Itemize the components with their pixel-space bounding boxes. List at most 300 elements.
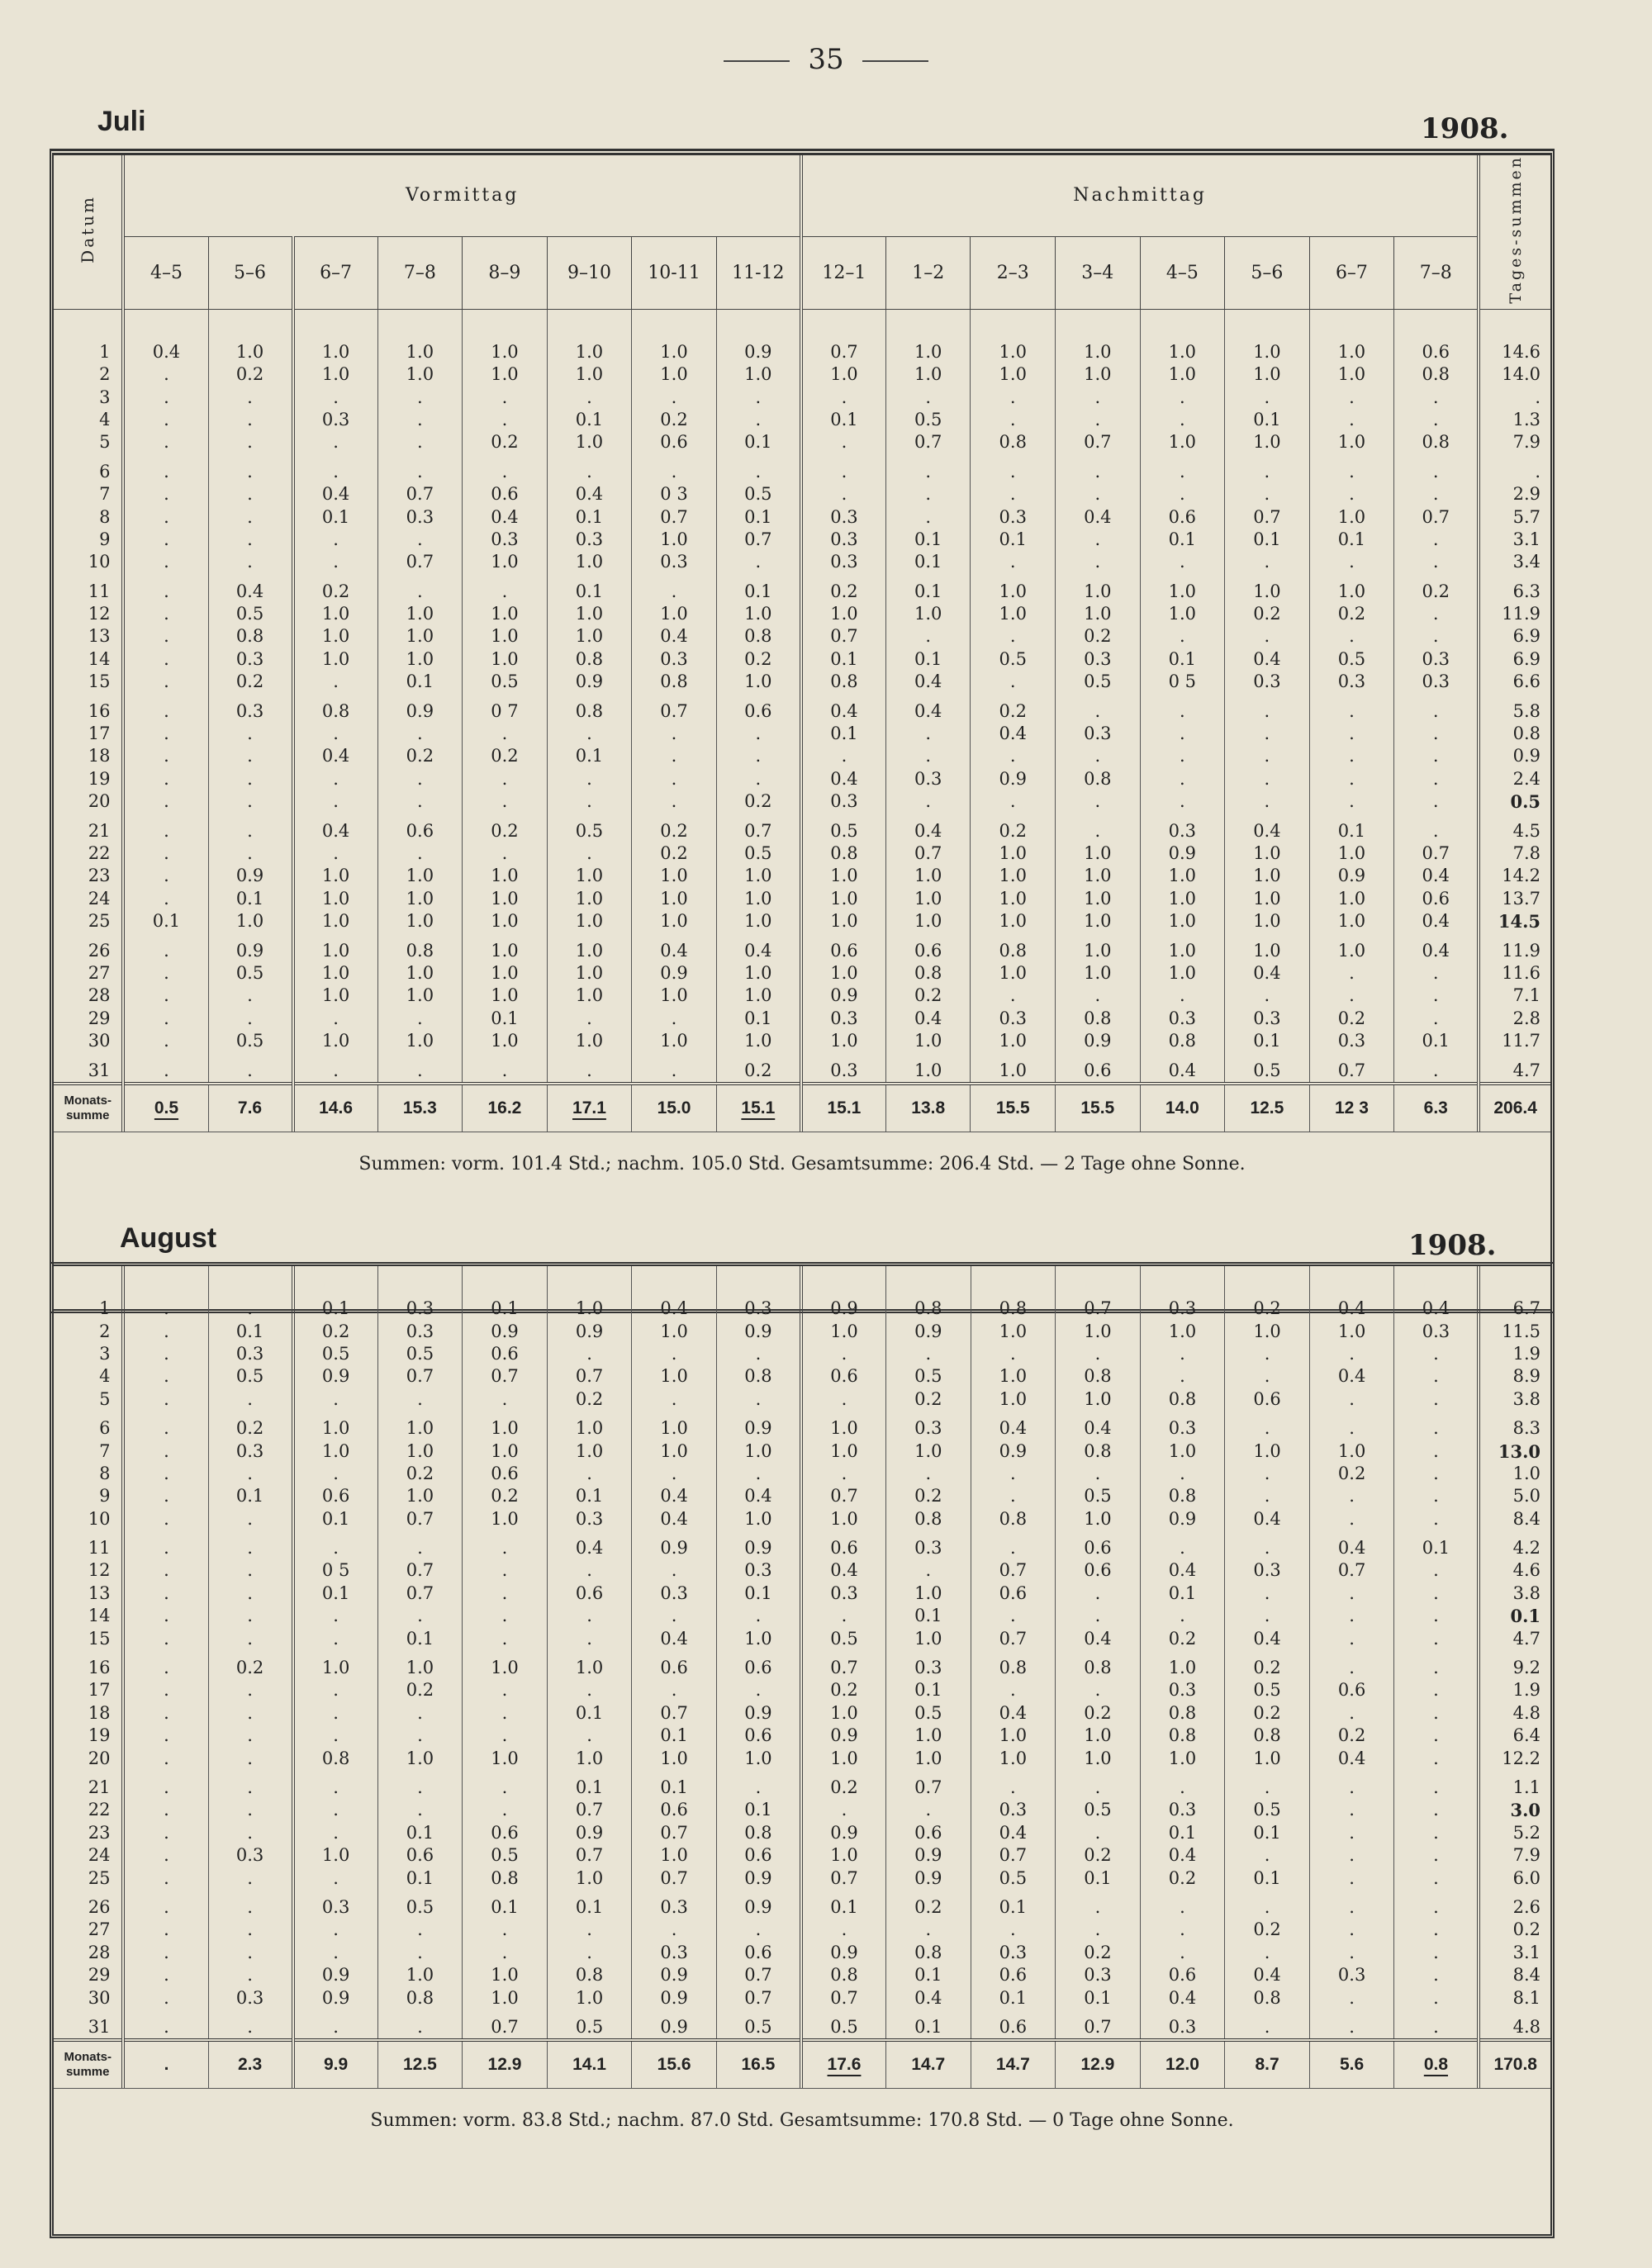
hour-cell: . (293, 1052, 378, 1083)
hour-cell: 0.2 (1225, 1650, 1310, 1679)
hour-cell: 0.7 (801, 1867, 886, 1889)
hour-cell: 1.0 (801, 1702, 886, 1725)
hour-cell: . (716, 386, 801, 408)
hour-cell: 0.1 (547, 1770, 632, 1799)
hour-cell: . (1394, 409, 1479, 431)
hour-cell: 0.1 (632, 1725, 717, 1747)
hour-cell: 0.1 (1225, 1030, 1310, 1052)
hour-cell: . (716, 1679, 801, 1701)
hour-cell: . (716, 1343, 801, 1365)
hour-cell: 0.7 (971, 1627, 1056, 1649)
hour-cell: 1.0 (801, 1747, 886, 1769)
hour-cell: 1.0 (293, 1411, 378, 1440)
hour-cell: 1.0 (463, 1440, 548, 1462)
hour-cell: 1.0 (716, 603, 801, 625)
hour-cell: 1.0 (1140, 309, 1225, 363)
hour-cell: . (293, 1822, 378, 1844)
hour-cell: 0.3 (1056, 723, 1141, 745)
hour-cell: 0.1 (716, 505, 801, 528)
tagessumme-cell: 3.8 (1512, 1388, 1540, 1409)
hour-cell: 1.0 (377, 1650, 463, 1679)
hour-cell: . (1394, 1799, 1479, 1821)
hour-cell: 1.0 (463, 1411, 548, 1440)
hour-cell: 0.3 (886, 1650, 971, 1679)
hour-cell: . (293, 2009, 378, 2040)
datum-cell: 17 (54, 1679, 123, 1701)
hour-cell: 1.0 (801, 1320, 886, 1342)
hour-cell: 0.7 (377, 551, 463, 573)
hour-cell: 0 5 (293, 1559, 378, 1582)
hour-cell: . (123, 1890, 208, 1919)
hour-cell: 0.2 (1309, 1463, 1394, 1485)
hour-cell: . (463, 723, 548, 745)
hour-cell: . (1140, 551, 1225, 573)
hour-cell: 0.1 (1309, 529, 1394, 551)
monatssumme-cell: 16.5 (716, 2040, 801, 2088)
hour-cell: . (1309, 1582, 1394, 1605)
tagessumme-cell: 14.2 (1502, 866, 1540, 886)
hour-cell: . (1394, 1747, 1479, 1769)
table-row (54, 1582, 1550, 1605)
hour-header: 8–9 (463, 236, 548, 309)
table-row (54, 1799, 1550, 1821)
hour-cell: 0.9 (716, 1411, 801, 1440)
tagessumme-cell: . (1535, 461, 1540, 482)
hour-cell: 0.1 (547, 574, 632, 603)
datum-cell: 4 (54, 409, 123, 431)
hour-cell: 1.0 (547, 910, 632, 932)
hour-cell: . (123, 842, 208, 865)
hour-cell: 0.1 (463, 1266, 548, 1320)
hour-cell: 0.1 (1140, 1822, 1225, 1844)
hour-cell: 0.2 (463, 1485, 548, 1507)
tagessumme-cell: 0.9 (1512, 746, 1540, 766)
hour-cell: . (463, 1388, 548, 1411)
hour-cell: 1.0 (377, 865, 463, 887)
hour-cell: . (971, 483, 1056, 505)
gesamtsumme-cell: 206.4 (1479, 1084, 1550, 1132)
hour-cell: 1.0 (377, 888, 463, 910)
hour-cell: 0.8 (293, 693, 378, 722)
hour-cell: 1.0 (1309, 1320, 1394, 1342)
tagessumme-cell: 1.3 (1512, 409, 1540, 429)
hour-cell: . (123, 1799, 208, 1821)
hour-cell: . (971, 1463, 1056, 1485)
hour-cell: . (632, 723, 717, 745)
hour-cell: 1.0 (1140, 962, 1225, 985)
hour-cell: 0.3 (1394, 648, 1479, 671)
hour-cell: . (547, 1605, 632, 1627)
hour-cell: . (1225, 1411, 1310, 1440)
hour-cell: 0.1 (716, 431, 801, 453)
hour-cell: . (123, 1679, 208, 1701)
hour-cell: . (123, 1582, 208, 1605)
hour-cell: . (1056, 1605, 1141, 1627)
hour-cell: 1.0 (632, 529, 717, 551)
hour-cell: 0.8 (1140, 1702, 1225, 1725)
hour-cell: 1.0 (293, 888, 378, 910)
hour-cell: . (971, 551, 1056, 573)
hour-cell: 0.5 (886, 1702, 971, 1725)
hour-cell: 1.0 (1309, 910, 1394, 932)
hour-cell: 0.6 (801, 1365, 886, 1388)
hour-cell: 0.6 (1394, 888, 1479, 910)
hour-cell: 1.0 (885, 363, 971, 386)
hour-header: 9–10 (547, 236, 632, 309)
tagessumme-cell: 11.9 (1502, 604, 1540, 624)
table-row (54, 1605, 1550, 1627)
hour-cell: 0.7 (1394, 842, 1479, 865)
hour-cell: 1.0 (885, 309, 971, 363)
hour-cell: . (1394, 1890, 1479, 1919)
hour-cell: 0.1 (547, 1702, 632, 1725)
hour-cell: 1.0 (1140, 1650, 1225, 1679)
datum-cell: 6 (54, 1411, 123, 1440)
hour-cell: 1.0 (1140, 888, 1225, 910)
hour-cell: 1.0 (1140, 574, 1225, 603)
table-row (54, 309, 1550, 363)
tagessumme-cell: 8.4 (1512, 1508, 1540, 1529)
hour-cell: 0.9 (377, 693, 463, 722)
hour-cell: 0.5 (208, 962, 293, 985)
tagessumme-cell: 14.6 (1502, 341, 1540, 362)
hour-cell: 1.0 (885, 910, 971, 932)
hour-cell: 0.7 (1309, 1559, 1394, 1582)
monatssumme-cell: 12.0 (1140, 2040, 1225, 2088)
hour-cell: . (293, 1388, 378, 1411)
hour-cell: . (123, 1320, 208, 1342)
hour-cell: . (208, 842, 293, 865)
hour-cell: 0.8 (547, 1964, 632, 1986)
tagessumme-cell: 7.8 (1512, 843, 1540, 863)
hour-cell: 1.0 (463, 962, 548, 985)
table-row (54, 1030, 1550, 1052)
hour-cell: . (1309, 1844, 1394, 1867)
hour-cell: . (293, 1627, 378, 1649)
hour-cell: 0.3 (1309, 1964, 1394, 1986)
table-row (54, 1508, 1550, 1530)
hour-cell: . (293, 386, 378, 408)
hour-cell: . (1225, 2009, 1310, 2040)
hour-cell: 1.0 (801, 1411, 886, 1440)
datum-cell: 22 (54, 1799, 123, 1821)
hour-cell: 0 5 (1140, 671, 1225, 693)
hour-cell: 0.2 (1225, 603, 1310, 625)
hour-cell: 1.0 (547, 888, 632, 910)
tagessumme-cell: 2.6 (1512, 1896, 1540, 1917)
hour-cell: 0.3 (547, 529, 632, 551)
table-row (54, 505, 1550, 528)
hour-cell: . (1225, 1485, 1310, 1507)
hour-cell: 0.1 (293, 505, 378, 528)
hour-cell: 0.7 (801, 625, 886, 648)
hour-cell: 0.2 (1225, 1702, 1310, 1725)
hour-cell: . (123, 1627, 208, 1649)
hour-cell: 0.3 (801, 551, 886, 573)
monatssumme-cell: 12.9 (463, 2040, 548, 2088)
hour-cell: 1.0 (971, 1725, 1056, 1747)
hour-cell: 0.1 (801, 409, 886, 431)
hour-cell: 0.9 (886, 1320, 971, 1342)
hour-cell: 0.3 (1056, 1964, 1141, 1986)
hour-cell: . (1394, 625, 1479, 648)
hour-cell: . (208, 2009, 293, 2040)
hour-cell: 0.3 (1140, 2009, 1225, 2040)
hour-cell: . (1309, 790, 1394, 813)
hour-cell: . (632, 1008, 717, 1030)
hour-cell: 0.4 (123, 309, 208, 363)
hour-cell: 0.2 (716, 648, 801, 671)
hour-cell: 1.0 (547, 309, 632, 363)
hour-cell: . (1309, 1822, 1394, 1844)
hour-cell: 0.3 (293, 1890, 378, 1919)
hour-cell: . (1394, 1440, 1479, 1462)
hour-cell: . (208, 1530, 293, 1559)
datum-cell: 28 (54, 1942, 123, 1964)
hour-cell: 0.2 (1140, 1867, 1225, 1889)
hour-cell: . (1394, 813, 1479, 842)
hour-cell: 0.2 (377, 1463, 463, 1485)
hour-cell: . (123, 603, 208, 625)
hour-cell: 0.1 (971, 1986, 1056, 2009)
hour-cell: 1.0 (885, 1052, 971, 1083)
hour-cell: 0.9 (716, 1530, 801, 1559)
hour-cell: 0.5 (971, 648, 1056, 671)
hour-cell: . (377, 790, 463, 813)
hour-cell: . (1309, 1411, 1394, 1440)
hour-cell: 0.1 (1225, 1867, 1310, 1889)
hour-cell: 0.3 (801, 790, 886, 813)
hour-cell: . (801, 1919, 886, 1941)
hour-cell: 1.0 (632, 1411, 717, 1440)
hour-cell: 0.7 (971, 1559, 1056, 1582)
hour-cell: . (208, 1867, 293, 1889)
hour-cell: 0.6 (1309, 1679, 1394, 1701)
hour-cell: 1.0 (1309, 363, 1394, 386)
hour-cell: . (293, 723, 378, 745)
datum-cell: 29 (54, 1964, 123, 1986)
hour-cell: 1.0 (971, 603, 1056, 625)
table-row (54, 768, 1550, 790)
hour-cell: . (1309, 745, 1394, 767)
hour-cell: . (1309, 551, 1394, 573)
hour-cell: 0.3 (1140, 1411, 1225, 1440)
tagessumme-cell: 4.7 (1512, 1060, 1540, 1080)
hour-cell: 0.2 (1140, 1627, 1225, 1649)
hour-cell: 0.1 (971, 1890, 1056, 1919)
hour-header: 11-12 (716, 236, 801, 309)
hour-cell: 0.1 (377, 1867, 463, 1889)
hour-cell: 0.9 (547, 671, 632, 693)
hour-cell: 0.4 (632, 1508, 717, 1530)
datum-cell: 14 (54, 1605, 123, 1627)
hour-cell: 0.1 (632, 1770, 717, 1799)
hour-header-row-juli (54, 236, 1550, 309)
hour-cell: . (801, 386, 886, 408)
monatssumme-cell: 17.6 (801, 2040, 886, 2088)
hour-cell: 1.0 (463, 888, 548, 910)
hour-cell: 0.3 (632, 1942, 717, 1964)
hour-cell: 0.1 (123, 910, 208, 932)
hour-cell: . (1309, 1986, 1394, 2009)
hour-cell: . (123, 454, 208, 483)
hour-cell: . (1140, 1343, 1225, 1365)
hour-cell: . (123, 648, 208, 671)
datum-cell: 19 (54, 1725, 123, 1747)
datum-cell: 2 (54, 363, 123, 386)
hour-cell: 0.5 (716, 842, 801, 865)
hour-cell: 1.0 (716, 363, 801, 386)
tagessumme-cell: 13.7 (1502, 888, 1540, 909)
hour-cell: . (293, 842, 378, 865)
hour-cell: 0.3 (1225, 671, 1310, 693)
hour-cell: . (971, 1679, 1056, 1701)
hour-cell: 1.0 (632, 1440, 717, 1462)
table-row (54, 932, 1550, 961)
hour-cell: . (1309, 1343, 1394, 1365)
hour-cell: . (123, 505, 208, 528)
tagessumme-cell: 6.6 (1512, 671, 1540, 692)
hour-cell: 1.0 (971, 574, 1056, 603)
hour-cell: . (293, 1799, 378, 1821)
tagessumme-cell: 5.2 (1512, 1822, 1540, 1843)
hour-header: 5–6 (208, 236, 293, 309)
hour-cell: 0.1 (716, 1799, 801, 1821)
hour-cell: 0.5 (886, 1365, 971, 1388)
hour-cell: . (377, 529, 463, 551)
hour-cell: . (1394, 1986, 1479, 2009)
hour-cell: . (886, 1343, 971, 1365)
hour-cell: . (716, 454, 801, 483)
hour-cell: 0.9 (463, 1320, 548, 1342)
hour-cell: . (1140, 1770, 1225, 1799)
datum-cell: 5 (54, 431, 123, 453)
hour-cell: . (208, 386, 293, 408)
hour-cell: . (463, 1725, 548, 1747)
hour-cell: 0.7 (377, 1508, 463, 1530)
hour-cell: 1.0 (1225, 1440, 1310, 1462)
hour-cell: 1.0 (971, 888, 1056, 910)
hour-cell: . (1309, 723, 1394, 745)
monatssumme-cell: 12.5 (377, 2040, 463, 2088)
hour-cell: . (208, 454, 293, 483)
hour-cell: 0.5 (463, 671, 548, 693)
hour-cell: . (377, 1799, 463, 1821)
hour-cell: 1.0 (971, 1052, 1056, 1083)
hour-cell: . (1394, 1725, 1479, 1747)
hour-cell: . (123, 723, 208, 745)
hour-cell: 1.0 (547, 865, 632, 887)
hour-cell: . (293, 1770, 378, 1799)
hour-cell: . (971, 1530, 1056, 1559)
hour-cell: 0 7 (463, 693, 548, 722)
hour-cell: . (123, 529, 208, 551)
hour-cell: . (1309, 1627, 1394, 1649)
hour-cell: 0.1 (1225, 409, 1310, 431)
hour-cell: 0.3 (1225, 1008, 1310, 1030)
hour-cell: 0.8 (377, 1986, 463, 2009)
tagessumme-cell: 7.1 (1512, 985, 1540, 1006)
hour-cell: 0.3 (632, 648, 717, 671)
hour-cell: 1.0 (293, 985, 378, 1007)
hour-cell: . (1225, 1890, 1310, 1919)
hour-cell: . (716, 1388, 801, 1411)
tagessumme-cell: 4.2 (1512, 1538, 1540, 1559)
hour-cell: 1.0 (801, 962, 886, 985)
hour-cell: . (208, 529, 293, 551)
hour-cell: 0.3 (1140, 1679, 1225, 1701)
hour-cell: 0.3 (1140, 1799, 1225, 1821)
hour-cell: . (377, 574, 463, 603)
table-august (50, 1262, 1555, 2238)
hour-cell: 1.0 (801, 1844, 886, 1867)
datum-cell: 9 (54, 529, 123, 551)
tagessumme-cell: 8.1 (1512, 1987, 1540, 2008)
hour-cell: 1.0 (463, 1030, 548, 1052)
hour-cell: 1.0 (716, 1030, 801, 1052)
hour-cell: . (1140, 1463, 1225, 1485)
page-number: 35 (0, 43, 1652, 76)
hour-cell: 0.4 (1225, 813, 1310, 842)
hour-cell: 1.0 (208, 309, 293, 363)
hour-cell: . (1309, 1605, 1394, 1627)
tagessumme-cell: 11.6 (1502, 962, 1540, 983)
hour-cell: 0.2 (1394, 574, 1479, 603)
hour-cell: 0.3 (971, 1942, 1056, 1964)
hour-cell: 1.0 (971, 1388, 1056, 1411)
hour-cell: 0.8 (971, 1508, 1056, 1530)
hour-cell: 0.7 (885, 842, 971, 865)
hour-cell: . (208, 1747, 293, 1769)
monatssumme-cell: 15.0 (632, 1084, 717, 1132)
hour-cell: . (377, 1605, 463, 1627)
hour-cell: . (886, 1919, 971, 1941)
hour-cell: . (463, 790, 548, 813)
hour-cell: 1.0 (886, 1440, 971, 1462)
table-row (54, 671, 1550, 693)
hour-cell: . (801, 431, 886, 453)
hour-cell: . (971, 1919, 1056, 1941)
datum-cell: 30 (54, 1030, 123, 1052)
hour-cell: . (1394, 1919, 1479, 1941)
hour-cell: 0.5 (1309, 648, 1394, 671)
hour-cell: . (1394, 1343, 1479, 1365)
monatssumme-cell: 8.7 (1225, 2040, 1310, 2088)
datum-cell: 7 (54, 483, 123, 505)
hour-cell: 0.7 (1394, 505, 1479, 528)
tagessumme-cell: 6.4 (1512, 1725, 1540, 1746)
hour-cell: 0.9 (293, 1964, 378, 1986)
hour-cell: 0.4 (632, 932, 717, 961)
hour-cell: 1.0 (377, 363, 463, 386)
hour-cell: 0.2 (208, 363, 293, 386)
hour-cell: 1.0 (886, 1725, 971, 1747)
hour-cell: 0.4 (1140, 1052, 1225, 1083)
hour-cell: 0.6 (463, 1343, 548, 1365)
hour-cell: 0.8 (1225, 1725, 1310, 1747)
hour-cell: 1.0 (1140, 1320, 1225, 1342)
hour-cell: 0.8 (716, 625, 801, 648)
hour-header: 3–4 (1056, 236, 1141, 309)
hour-cell: 0.8 (377, 932, 463, 961)
hour-cell: 0.2 (971, 693, 1056, 722)
hour-cell: . (123, 625, 208, 648)
hour-cell: . (1309, 1702, 1394, 1725)
hour-cell: 0.2 (716, 1052, 801, 1083)
hour-cell: 0.9 (716, 1702, 801, 1725)
hour-cell: . (208, 1679, 293, 1701)
hour-cell: . (716, 1463, 801, 1485)
